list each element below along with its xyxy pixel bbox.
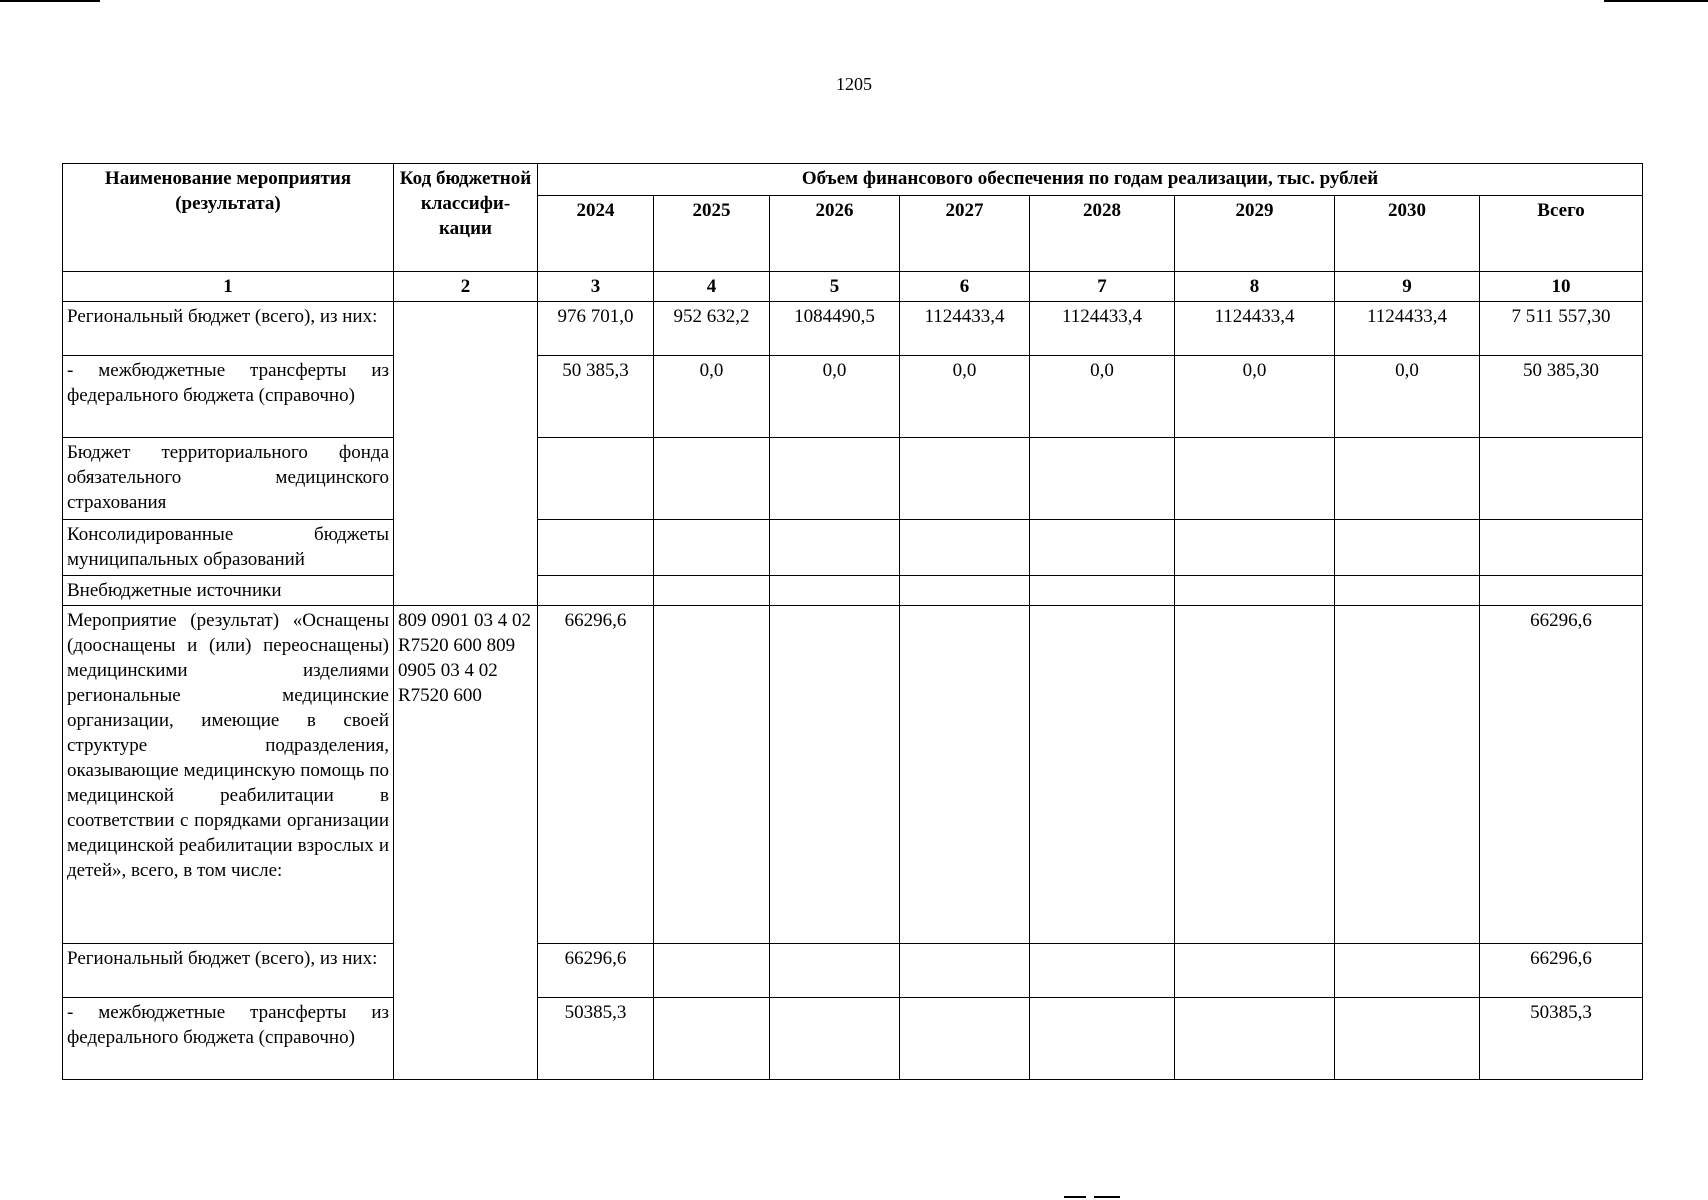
scan-edge-mark bbox=[1064, 1196, 1086, 1198]
cell-value bbox=[900, 606, 1030, 944]
table-row bbox=[63, 520, 1643, 576]
table-row bbox=[63, 438, 1643, 520]
cell-value: 50385,3 bbox=[1480, 998, 1643, 1080]
column-index: 3 bbox=[538, 272, 654, 302]
cell-value bbox=[1030, 944, 1175, 998]
cell-value: 0,0 bbox=[1175, 356, 1335, 438]
header-year: 2029 bbox=[1175, 196, 1335, 272]
column-index: 1 bbox=[63, 272, 394, 302]
cell-value bbox=[1480, 520, 1643, 576]
cell-value bbox=[1335, 998, 1480, 1080]
cell-value bbox=[1030, 606, 1175, 944]
column-index: 10 bbox=[1480, 272, 1643, 302]
cell-value: 50 385,30 bbox=[1480, 356, 1643, 438]
cell-value bbox=[654, 944, 770, 998]
cell-value bbox=[770, 606, 900, 944]
scan-edge-mark bbox=[1094, 1196, 1120, 1198]
column-index-row bbox=[63, 272, 1643, 302]
table-row bbox=[63, 576, 1643, 606]
row-code: 809 0901 03 4 02 R7520 600 809 0905 03 4 02 R7520 600 bbox=[394, 606, 538, 1080]
row-code bbox=[394, 302, 538, 606]
table-row bbox=[63, 998, 1643, 1080]
table-row bbox=[63, 302, 1643, 356]
cell-value bbox=[538, 576, 654, 606]
cell-value bbox=[1480, 576, 1643, 606]
row-name: Внебюджетные источники bbox=[63, 576, 394, 606]
column-index: 8 bbox=[1175, 272, 1335, 302]
cell-value bbox=[1175, 576, 1335, 606]
table-row bbox=[63, 356, 1643, 438]
header-year: 2026 bbox=[770, 196, 900, 272]
row-name: Мероприятие (результат) «Оснащены (дооснащены и (или) переоснащены) медицинскими изделиями региональные медицинские организации, имеющие в своей структуре подразделения, оказывающие медицинскую помощь по медицинской реабилитации в соответствии с порядками организации медицинской реабилитации взрослых и детей», всего, в том числе: bbox=[63, 606, 394, 944]
header-code: Код бюджетной классифи-кации bbox=[394, 164, 538, 272]
cell-value bbox=[1175, 438, 1335, 520]
cell-value bbox=[1335, 944, 1480, 998]
header-row bbox=[63, 164, 1643, 196]
cell-value: 0,0 bbox=[654, 356, 770, 438]
cell-value: 1124433,4 bbox=[1175, 302, 1335, 356]
cell-value bbox=[1030, 576, 1175, 606]
page-number: 1205 bbox=[836, 74, 872, 94]
header-year: 2027 bbox=[900, 196, 1030, 272]
cell-value bbox=[654, 606, 770, 944]
scan-edge-mark bbox=[0, 0, 100, 2]
cell-value: 1084490,5 bbox=[770, 302, 900, 356]
cell-value bbox=[900, 438, 1030, 520]
header-year: 2028 bbox=[1030, 196, 1175, 272]
cell-value: 952 632,2 bbox=[654, 302, 770, 356]
cell-value bbox=[770, 520, 900, 576]
cell-value: 0,0 bbox=[1030, 356, 1175, 438]
column-index: 4 bbox=[654, 272, 770, 302]
table-row bbox=[63, 606, 1643, 944]
header-year: 2024 bbox=[538, 196, 654, 272]
cell-value bbox=[1175, 944, 1335, 998]
cell-value bbox=[654, 576, 770, 606]
scan-edge-mark bbox=[1604, 0, 1708, 2]
cell-value bbox=[770, 438, 900, 520]
cell-value bbox=[770, 576, 900, 606]
header-year: 2030 bbox=[1335, 196, 1480, 272]
cell-value bbox=[900, 998, 1030, 1080]
cell-value bbox=[1175, 520, 1335, 576]
column-index: 9 bbox=[1335, 272, 1480, 302]
cell-value bbox=[900, 944, 1030, 998]
cell-value bbox=[1335, 606, 1480, 944]
cell-value bbox=[654, 520, 770, 576]
column-index: 7 bbox=[1030, 272, 1175, 302]
cell-value: 50385,3 bbox=[538, 998, 654, 1080]
cell-value: 7 511 557,30 bbox=[1480, 302, 1643, 356]
cell-value bbox=[1480, 438, 1643, 520]
row-name: Консолидированные бюджеты муниципальных образований bbox=[63, 520, 394, 576]
cell-value: 0,0 bbox=[1335, 356, 1480, 438]
cell-value bbox=[1030, 438, 1175, 520]
header-name: Наименование мероприятия (результата) bbox=[63, 164, 394, 272]
cell-value bbox=[1175, 998, 1335, 1080]
cell-value: 1124433,4 bbox=[1030, 302, 1175, 356]
cell-value: 66296,6 bbox=[538, 944, 654, 998]
cell-value bbox=[538, 520, 654, 576]
row-name: Региональный бюджет (всего), из них: bbox=[63, 302, 394, 356]
cell-value: 66296,6 bbox=[538, 606, 654, 944]
cell-value: 1124433,4 bbox=[1335, 302, 1480, 356]
cell-value: 1124433,4 bbox=[900, 302, 1030, 356]
header-volume: Объем финансового обеспечения по годам реализации, тыс. рублей bbox=[538, 164, 1643, 196]
row-name: Бюджет территориального фонда обязательного медицинского страхования bbox=[63, 438, 394, 520]
cell-value bbox=[1335, 438, 1480, 520]
column-index: 6 bbox=[900, 272, 1030, 302]
cell-value: 66296,6 bbox=[1480, 606, 1643, 944]
header-year: 2025 bbox=[654, 196, 770, 272]
cell-value bbox=[654, 438, 770, 520]
cell-value bbox=[1030, 998, 1175, 1080]
column-index: 5 bbox=[770, 272, 900, 302]
row-name: - межбюджетные трансферты из федерального бюджета (справочно) bbox=[63, 356, 394, 438]
row-name: Региональный бюджет (всего), из них: bbox=[63, 944, 394, 998]
header-total: Всего bbox=[1480, 196, 1643, 272]
cell-value bbox=[1335, 576, 1480, 606]
cell-value bbox=[1175, 606, 1335, 944]
cell-value: 50 385,3 bbox=[538, 356, 654, 438]
cell-value bbox=[900, 576, 1030, 606]
cell-value bbox=[770, 944, 900, 998]
cell-value: 976 701,0 bbox=[538, 302, 654, 356]
cell-value bbox=[1030, 520, 1175, 576]
cell-value bbox=[1335, 520, 1480, 576]
cell-value: 0,0 bbox=[900, 356, 1030, 438]
row-name: - межбюджетные трансферты из федерального бюджета (справочно) bbox=[63, 998, 394, 1080]
cell-value: 0,0 bbox=[770, 356, 900, 438]
cell-value bbox=[654, 998, 770, 1080]
cell-value bbox=[900, 520, 1030, 576]
column-index: 2 bbox=[394, 272, 538, 302]
table-row bbox=[63, 944, 1643, 998]
cell-value bbox=[538, 438, 654, 520]
budget-table bbox=[62, 163, 1643, 1080]
cell-value: 66296,6 bbox=[1480, 944, 1643, 998]
cell-value bbox=[770, 998, 900, 1080]
